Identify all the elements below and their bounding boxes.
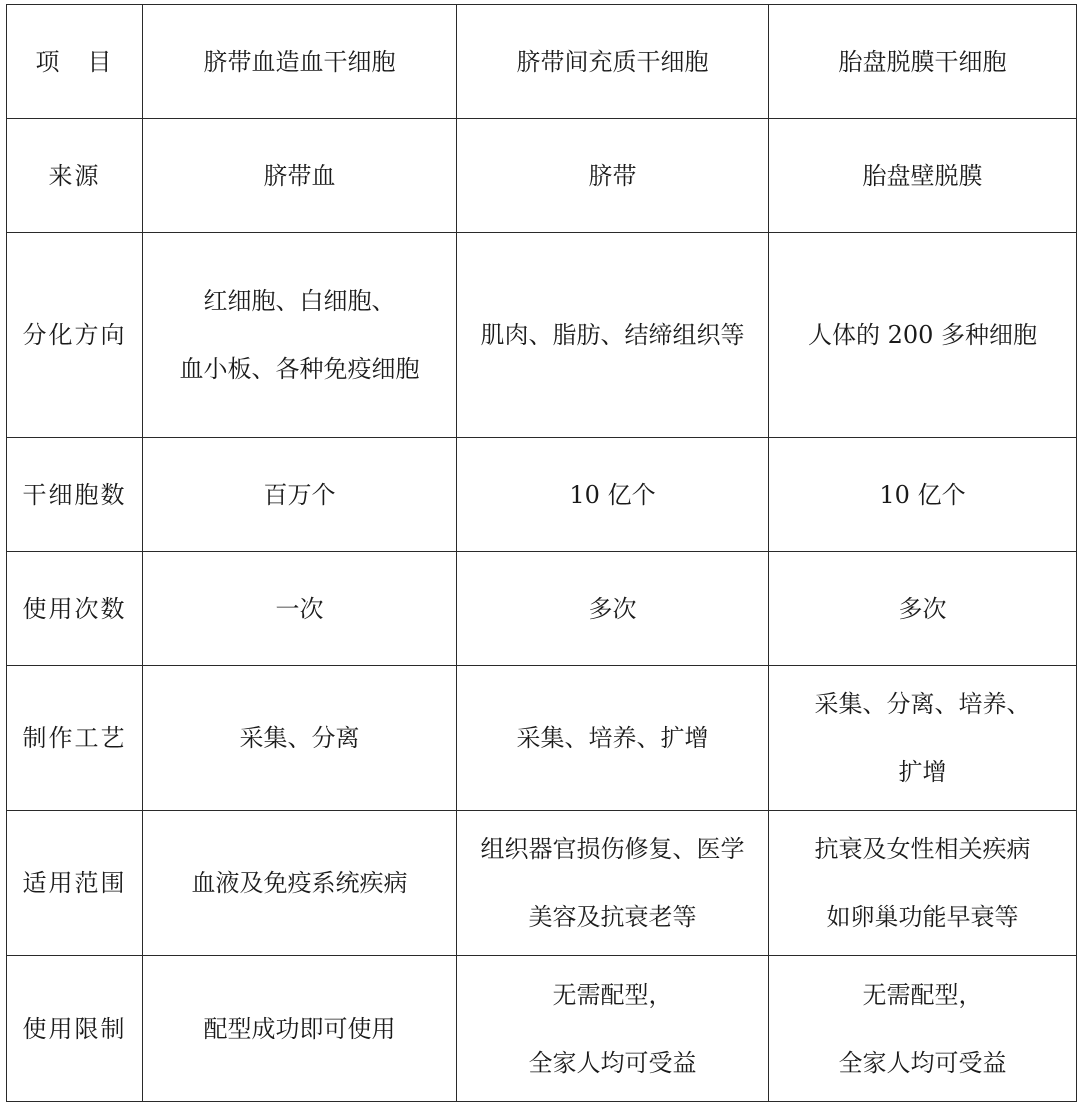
table-cell: 血液及免疫系统疾病 bbox=[143, 811, 457, 956]
table-row-differentiation bbox=[7, 233, 1077, 438]
header-cell-cord-blood-hsc: 脐带血造血干细胞 bbox=[143, 5, 457, 119]
table-cell: 无需配型， 全家人均可受益 bbox=[769, 956, 1077, 1102]
row-label: 适用范围 bbox=[7, 811, 143, 956]
row-label: 使用限制 bbox=[7, 956, 143, 1102]
row-label: 制作工艺 bbox=[7, 666, 143, 811]
header-cell-placental-decidua-sc: 胎盘脱膜干细胞 bbox=[769, 5, 1077, 119]
row-label: 分化方向 bbox=[7, 233, 143, 438]
table-cell: 多次 bbox=[769, 552, 1077, 666]
table-row-process bbox=[7, 666, 1077, 811]
table-cell: 采集、培养、扩增 bbox=[457, 666, 769, 811]
header-cell-umbilical-msc: 脐带间充质干细胞 bbox=[457, 5, 769, 119]
table-cell: 百万个 bbox=[143, 438, 457, 552]
table-row-scope bbox=[7, 811, 1077, 956]
table-cell: 配型成功即可使用 bbox=[143, 956, 457, 1102]
table-cell: 人体的 200 多种细胞 bbox=[769, 233, 1077, 438]
table-cell: 抗衰及女性相关疾病 如卵巢功能早衰等 bbox=[769, 811, 1077, 956]
table-cell: 脐带 bbox=[457, 119, 769, 233]
header-cell-item: 项 目 bbox=[7, 5, 143, 119]
table-cell: 脐带血 bbox=[143, 119, 457, 233]
table-cell: 一次 bbox=[143, 552, 457, 666]
table-cell: 无需配型， 全家人均可受益 bbox=[457, 956, 769, 1102]
table-cell: 10 亿个 bbox=[457, 438, 769, 552]
stem-cell-comparison-table bbox=[6, 4, 1077, 1102]
table-cell: 胎盘壁脱膜 bbox=[769, 119, 1077, 233]
table-cell: 10 亿个 bbox=[769, 438, 1077, 552]
table-row-source bbox=[7, 119, 1077, 233]
table-cell: 红细胞、白细胞、 血小板、各种免疫细胞 bbox=[143, 233, 457, 438]
table-cell: 多次 bbox=[457, 552, 769, 666]
table-row-restriction bbox=[7, 956, 1077, 1102]
table-cell: 采集、分离、培养、 扩增 bbox=[769, 666, 1077, 811]
table-row-cell-count bbox=[7, 438, 1077, 552]
row-label: 干细胞数 bbox=[7, 438, 143, 552]
table-cell: 采集、分离 bbox=[143, 666, 457, 811]
table-body bbox=[7, 5, 1077, 1102]
table-cell: 组织器官损伤修复、医学 美容及抗衰老等 bbox=[457, 811, 769, 956]
table-row-usage-times bbox=[7, 552, 1077, 666]
row-label: 使用次数 bbox=[7, 552, 143, 666]
row-label: 来源 bbox=[7, 119, 143, 233]
table-row-header bbox=[7, 5, 1077, 119]
table-cell: 肌肉、脂肪、结缔组织等 bbox=[457, 233, 769, 438]
